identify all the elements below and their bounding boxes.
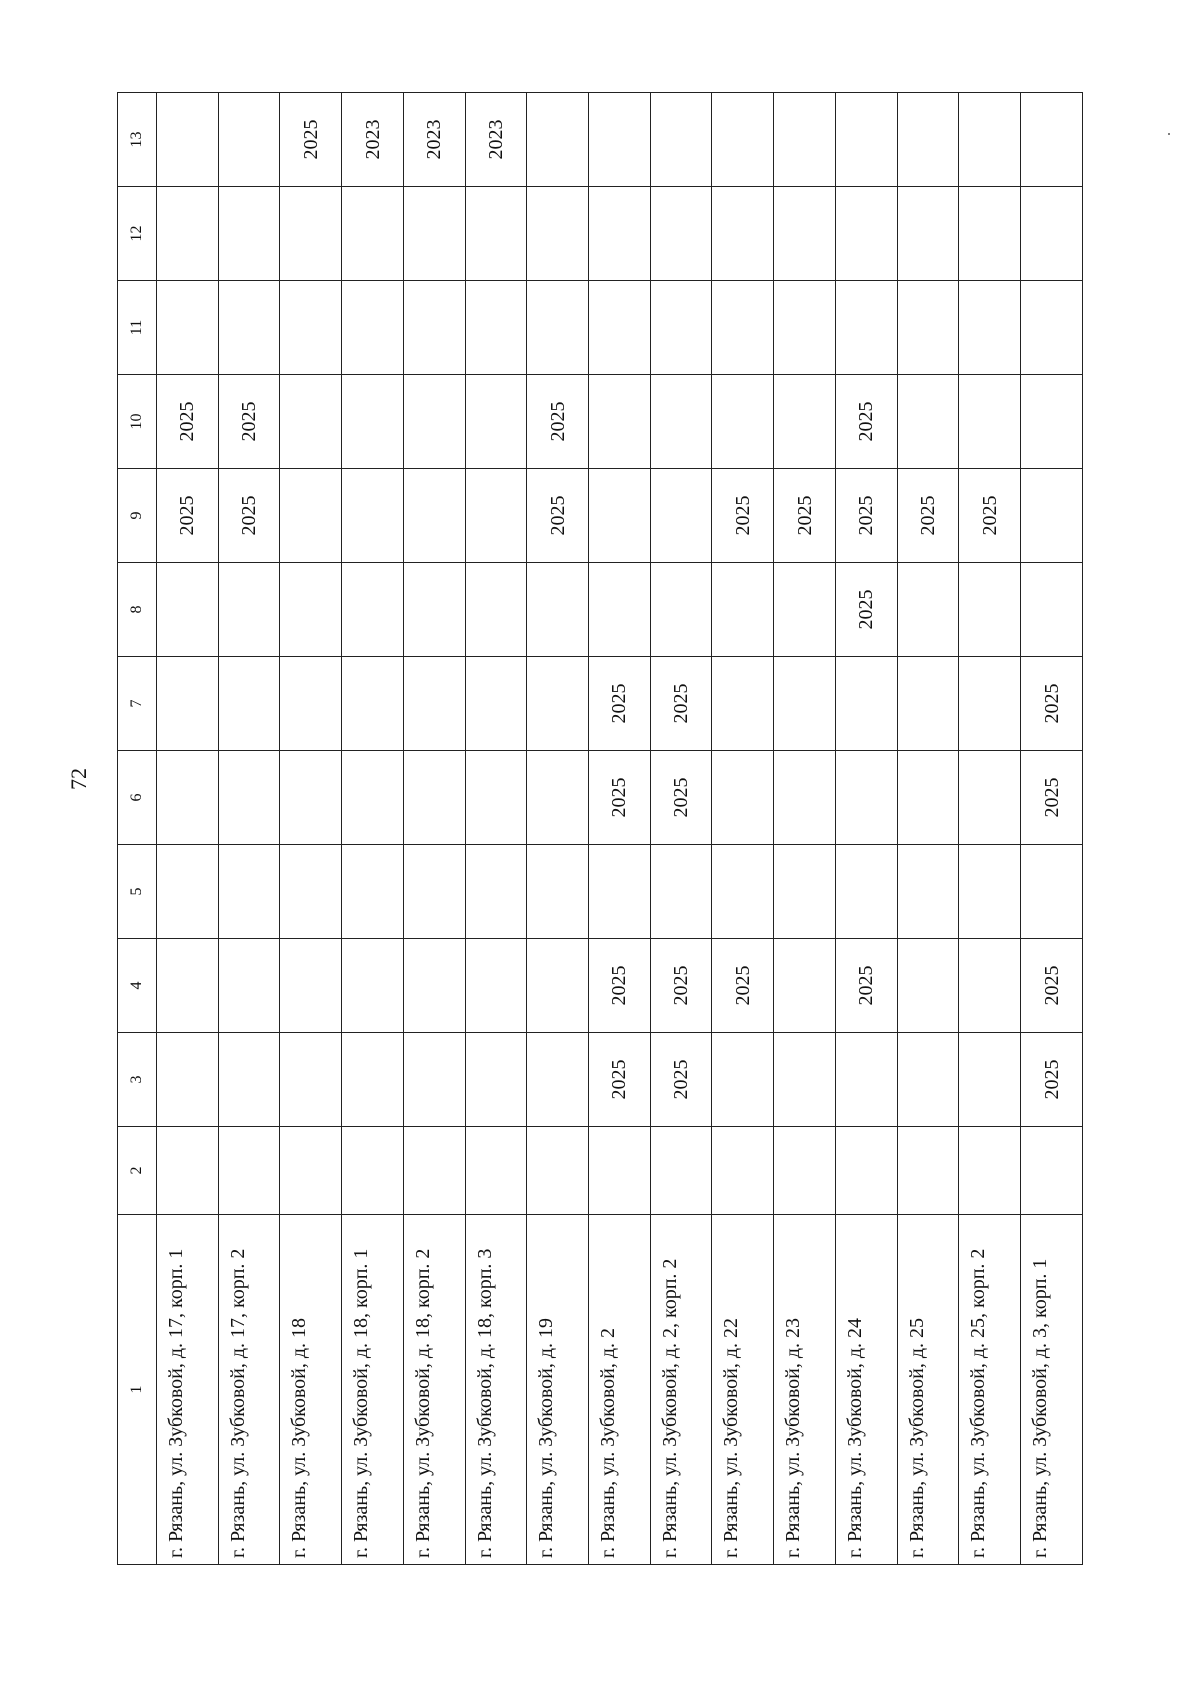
- year-cell-col-4: [897, 939, 959, 1033]
- column-header-13: 13: [118, 93, 157, 187]
- year-cell-col-12: [280, 187, 342, 281]
- table-row: [403, 93, 465, 1565]
- year-cell-col-12: [1021, 187, 1083, 281]
- year-cell-col-5: [218, 845, 280, 939]
- year-cell-col-5: [589, 845, 651, 939]
- year-cell-col-4: 2025: [589, 939, 651, 1033]
- year-cell-col-7: 2025: [589, 657, 651, 751]
- year-cell-col-7: [712, 657, 774, 751]
- year-cell-col-2: [218, 1127, 280, 1215]
- year-cell-col-12: [157, 187, 219, 281]
- year-cell-col-6: [403, 751, 465, 845]
- year-cell-col-5: [650, 845, 712, 939]
- year-cell-col-3: [465, 1033, 527, 1127]
- year-cell-col-4: [527, 939, 589, 1033]
- year-cell-col-13: 2025: [280, 93, 342, 187]
- year-cell-col-6: 2025: [650, 751, 712, 845]
- column-header-3: 3: [118, 1033, 157, 1127]
- year-cell-col-3: [280, 1033, 342, 1127]
- year-cell-col-2: [157, 1127, 219, 1215]
- year-cell-col-2: [897, 1127, 959, 1215]
- year-cell-col-3: [157, 1033, 219, 1127]
- year-cell-col-12: [342, 187, 404, 281]
- column-header-4: 4: [118, 939, 157, 1033]
- year-cell-col-13: [959, 93, 1021, 187]
- year-cell-col-3: 2025: [1021, 1033, 1083, 1127]
- year-cell-col-12: [650, 187, 712, 281]
- year-cell-col-2: [712, 1127, 774, 1215]
- year-cell-col-3: [527, 1033, 589, 1127]
- year-cell-col-11: [218, 281, 280, 375]
- table-row: [1021, 93, 1083, 1565]
- year-cell-col-2: [835, 1127, 897, 1215]
- address-cell: г. Рязань, ул. Зубковой, д. 3, корп. 1: [1021, 1215, 1083, 1565]
- year-cell-col-11: [589, 281, 651, 375]
- address-cell: г. Рязань, ул. Зубковой, д. 17, корп. 2: [218, 1215, 280, 1565]
- year-cell-col-10: 2025: [218, 375, 280, 469]
- year-cell-col-4: 2025: [1021, 939, 1083, 1033]
- address-cell: г. Рязань, ул. Зубковой, д. 22: [712, 1215, 774, 1565]
- year-cell-col-4: [959, 939, 1021, 1033]
- year-cell-col-7: [218, 657, 280, 751]
- year-cell-col-9: [280, 469, 342, 563]
- table-row: [897, 93, 959, 1565]
- year-cell-col-3: [712, 1033, 774, 1127]
- year-cell-col-9: 2025: [774, 469, 836, 563]
- year-cell-col-3: [835, 1033, 897, 1127]
- year-cell-col-7: [157, 657, 219, 751]
- year-cell-col-11: [959, 281, 1021, 375]
- year-cell-col-2: [465, 1127, 527, 1215]
- table-row: [465, 93, 527, 1565]
- year-cell-col-13: 2023: [465, 93, 527, 187]
- year-cell-col-9: 2025: [897, 469, 959, 563]
- year-cell-col-9: 2025: [527, 469, 589, 563]
- year-cell-col-2: [589, 1127, 651, 1215]
- year-cell-col-3: 2025: [650, 1033, 712, 1127]
- year-cell-col-11: [403, 281, 465, 375]
- address-cell: г. Рязань, ул. Зубковой, д. 18, корп. 1: [342, 1215, 404, 1565]
- year-cell-col-8: [650, 563, 712, 657]
- year-cell-col-9: 2025: [835, 469, 897, 563]
- column-header-9: 9: [118, 469, 157, 563]
- year-cell-col-10: 2025: [835, 375, 897, 469]
- column-header-7: 7: [118, 657, 157, 751]
- year-cell-col-9: 2025: [712, 469, 774, 563]
- year-cell-col-9: 2025: [959, 469, 1021, 563]
- year-cell-col-8: [465, 563, 527, 657]
- column-header-2: 2: [118, 1127, 157, 1215]
- year-cell-col-7: 2025: [650, 657, 712, 751]
- year-cell-col-5: [835, 845, 897, 939]
- table-row: [342, 93, 404, 1565]
- year-cell-col-11: [527, 281, 589, 375]
- year-cell-col-12: [218, 187, 280, 281]
- year-cell-col-11: [1021, 281, 1083, 375]
- year-cell-col-12: [589, 187, 651, 281]
- address-cell: г. Рязань, ул. Зубковой, д. 17, корп. 1: [157, 1215, 219, 1565]
- year-cell-col-8: [774, 563, 836, 657]
- year-cell-col-6: [342, 751, 404, 845]
- year-cell-col-13: [527, 93, 589, 187]
- year-cell-col-6: [774, 751, 836, 845]
- year-cell-col-13: [774, 93, 836, 187]
- year-cell-col-6: [465, 751, 527, 845]
- year-cell-col-13: [157, 93, 219, 187]
- year-cell-col-8: [280, 563, 342, 657]
- address-cell: г. Рязань, ул. Зубковой, д. 18: [280, 1215, 342, 1565]
- year-cell-col-4: [218, 939, 280, 1033]
- address-cell: г. Рязань, ул. Зубковой, д. 2, корп. 2: [650, 1215, 712, 1565]
- year-cell-col-4: [280, 939, 342, 1033]
- year-cell-col-2: [959, 1127, 1021, 1215]
- year-cell-col-13: [589, 93, 651, 187]
- year-cell-col-6: [959, 751, 1021, 845]
- address-cell: г. Рязань, ул. Зубковой, д. 25: [897, 1215, 959, 1565]
- year-cell-col-5: [959, 845, 1021, 939]
- year-cell-col-12: [835, 187, 897, 281]
- year-cell-col-3: 2025: [589, 1033, 651, 1127]
- year-cell-col-3: [897, 1033, 959, 1127]
- year-cell-col-10: [280, 375, 342, 469]
- column-header-6: 6: [118, 751, 157, 845]
- table-row: [959, 93, 1021, 1565]
- year-cell-col-6: [712, 751, 774, 845]
- year-cell-col-5: [403, 845, 465, 939]
- year-cell-col-12: [959, 187, 1021, 281]
- year-cell-col-8: 2025: [835, 563, 897, 657]
- table-row: [157, 93, 219, 1565]
- column-header-10: 10: [118, 375, 157, 469]
- year-cell-col-7: [342, 657, 404, 751]
- year-cell-col-13: 2023: [342, 93, 404, 187]
- table-row: [280, 93, 342, 1565]
- year-cell-col-5: [527, 845, 589, 939]
- year-cell-col-13: 2023: [403, 93, 465, 187]
- year-cell-col-10: [342, 375, 404, 469]
- year-cell-col-13: [712, 93, 774, 187]
- year-cell-col-11: [835, 281, 897, 375]
- address-cell: г. Рязань, ул. Зубковой, д. 25, корп. 2: [959, 1215, 1021, 1565]
- year-cell-col-9: [342, 469, 404, 563]
- year-cell-col-8: [589, 563, 651, 657]
- year-cell-col-5: [342, 845, 404, 939]
- year-cell-col-10: [650, 375, 712, 469]
- table-row: [589, 93, 651, 1565]
- table-header-row: [118, 93, 157, 1565]
- address-cell: г. Рязань, ул. Зубковой, д. 2: [589, 1215, 651, 1565]
- year-cell-col-4: [342, 939, 404, 1033]
- year-cell-col-2: [342, 1127, 404, 1215]
- year-cell-col-9: 2025: [218, 469, 280, 563]
- column-header-11: 11: [118, 281, 157, 375]
- table-row: [527, 93, 589, 1565]
- year-cell-col-6: 2025: [1021, 751, 1083, 845]
- address-cell: г. Рязань, ул. Зубковой, д. 23: [774, 1215, 836, 1565]
- year-cell-col-10: 2025: [157, 375, 219, 469]
- table-row: [774, 93, 836, 1565]
- year-cell-col-6: [527, 751, 589, 845]
- rotated-table-container: [117, 95, 1083, 1565]
- year-cell-col-2: [650, 1127, 712, 1215]
- year-cell-col-7: [527, 657, 589, 751]
- year-cell-col-3: [774, 1033, 836, 1127]
- year-cell-col-11: [157, 281, 219, 375]
- year-cell-col-2: [403, 1127, 465, 1215]
- year-cell-col-2: [527, 1127, 589, 1215]
- year-cell-col-8: [342, 563, 404, 657]
- address-cell: г. Рязань, ул. Зубковой, д. 19: [527, 1215, 589, 1565]
- year-cell-col-10: [712, 375, 774, 469]
- year-cell-col-9: 2025: [157, 469, 219, 563]
- year-cell-col-6: [157, 751, 219, 845]
- year-cell-col-3: [403, 1033, 465, 1127]
- year-cell-col-10: [774, 375, 836, 469]
- year-cell-col-13: [835, 93, 897, 187]
- year-cell-col-7: [403, 657, 465, 751]
- year-cell-col-13: [650, 93, 712, 187]
- year-cell-col-7: 2025: [1021, 657, 1083, 751]
- table-row: [650, 93, 712, 1565]
- year-cell-col-9: [1021, 469, 1083, 563]
- year-cell-col-4: [465, 939, 527, 1033]
- year-cell-col-10: [465, 375, 527, 469]
- year-cell-col-4: [157, 939, 219, 1033]
- year-cell-col-5: [465, 845, 527, 939]
- year-cell-col-4: [774, 939, 836, 1033]
- year-cell-col-6: 2025: [589, 751, 651, 845]
- year-cell-col-9: [465, 469, 527, 563]
- year-cell-col-10: [897, 375, 959, 469]
- table-row: [835, 93, 897, 1565]
- year-cell-col-7: [774, 657, 836, 751]
- year-cell-col-11: [774, 281, 836, 375]
- column-header-8: 8: [118, 563, 157, 657]
- year-cell-col-2: [774, 1127, 836, 1215]
- year-cell-col-10: [1021, 375, 1083, 469]
- year-cell-col-4: 2025: [835, 939, 897, 1033]
- year-cell-col-11: [650, 281, 712, 375]
- year-cell-col-13: [218, 93, 280, 187]
- year-cell-col-5: [774, 845, 836, 939]
- year-cell-col-8: [897, 563, 959, 657]
- table-row: [218, 93, 280, 1565]
- year-cell-col-11: [897, 281, 959, 375]
- year-cell-col-6: [835, 751, 897, 845]
- address-cell: г. Рязань, ул. Зубковой, д. 18, корп. 3: [465, 1215, 527, 1565]
- year-cell-col-8: [157, 563, 219, 657]
- year-cell-col-8: [712, 563, 774, 657]
- year-cell-col-7: [959, 657, 1021, 751]
- year-cell-col-2: [1021, 1127, 1083, 1215]
- year-cell-col-5: [712, 845, 774, 939]
- page-number: 72: [66, 768, 91, 790]
- year-cell-col-4: [403, 939, 465, 1033]
- year-cell-col-7: [835, 657, 897, 751]
- year-cell-col-5: [1021, 845, 1083, 939]
- year-cell-col-11: [712, 281, 774, 375]
- year-cell-col-3: [342, 1033, 404, 1127]
- year-cell-col-3: [959, 1033, 1021, 1127]
- year-cell-col-8: [403, 563, 465, 657]
- year-cell-col-12: [774, 187, 836, 281]
- table-row: [712, 93, 774, 1565]
- year-cell-col-9: [589, 469, 651, 563]
- table-body: [157, 93, 1083, 1565]
- year-cell-col-13: [897, 93, 959, 187]
- year-cell-col-9: [650, 469, 712, 563]
- scan-speck: [1168, 133, 1170, 135]
- year-cell-col-5: [157, 845, 219, 939]
- year-cell-col-10: [589, 375, 651, 469]
- year-cell-col-8: [218, 563, 280, 657]
- year-cell-col-8: [959, 563, 1021, 657]
- year-cell-col-7: [465, 657, 527, 751]
- year-cell-col-3: [218, 1033, 280, 1127]
- year-cell-col-11: [280, 281, 342, 375]
- year-cell-col-7: [897, 657, 959, 751]
- year-cell-col-7: [280, 657, 342, 751]
- address-cell: г. Рязань, ул. Зубковой, д. 18, корп. 2: [403, 1215, 465, 1565]
- year-cell-col-12: [403, 187, 465, 281]
- year-cell-col-12: [712, 187, 774, 281]
- year-cell-col-5: [897, 845, 959, 939]
- year-cell-col-10: [959, 375, 1021, 469]
- year-cell-col-6: [280, 751, 342, 845]
- address-cell: г. Рязань, ул. Зубковой, д. 24: [835, 1215, 897, 1565]
- year-cell-col-13: [1021, 93, 1083, 187]
- year-cell-col-6: [218, 751, 280, 845]
- year-cell-col-5: [280, 845, 342, 939]
- year-cell-col-12: [897, 187, 959, 281]
- year-cell-col-8: [527, 563, 589, 657]
- year-cell-col-10: [403, 375, 465, 469]
- year-cell-col-12: [465, 187, 527, 281]
- year-cell-col-11: [342, 281, 404, 375]
- year-cell-col-6: [897, 751, 959, 845]
- year-cell-col-11: [465, 281, 527, 375]
- year-cell-col-8: [1021, 563, 1083, 657]
- schedule-table: [117, 92, 1083, 1565]
- year-cell-col-10: 2025: [527, 375, 589, 469]
- column-header-5: 5: [118, 845, 157, 939]
- year-cell-col-2: [280, 1127, 342, 1215]
- year-cell-col-4: 2025: [712, 939, 774, 1033]
- year-cell-col-9: [403, 469, 465, 563]
- column-header-12: 12: [118, 187, 157, 281]
- year-cell-col-12: [527, 187, 589, 281]
- column-header-1: 1: [118, 1215, 157, 1565]
- year-cell-col-4: 2025: [650, 939, 712, 1033]
